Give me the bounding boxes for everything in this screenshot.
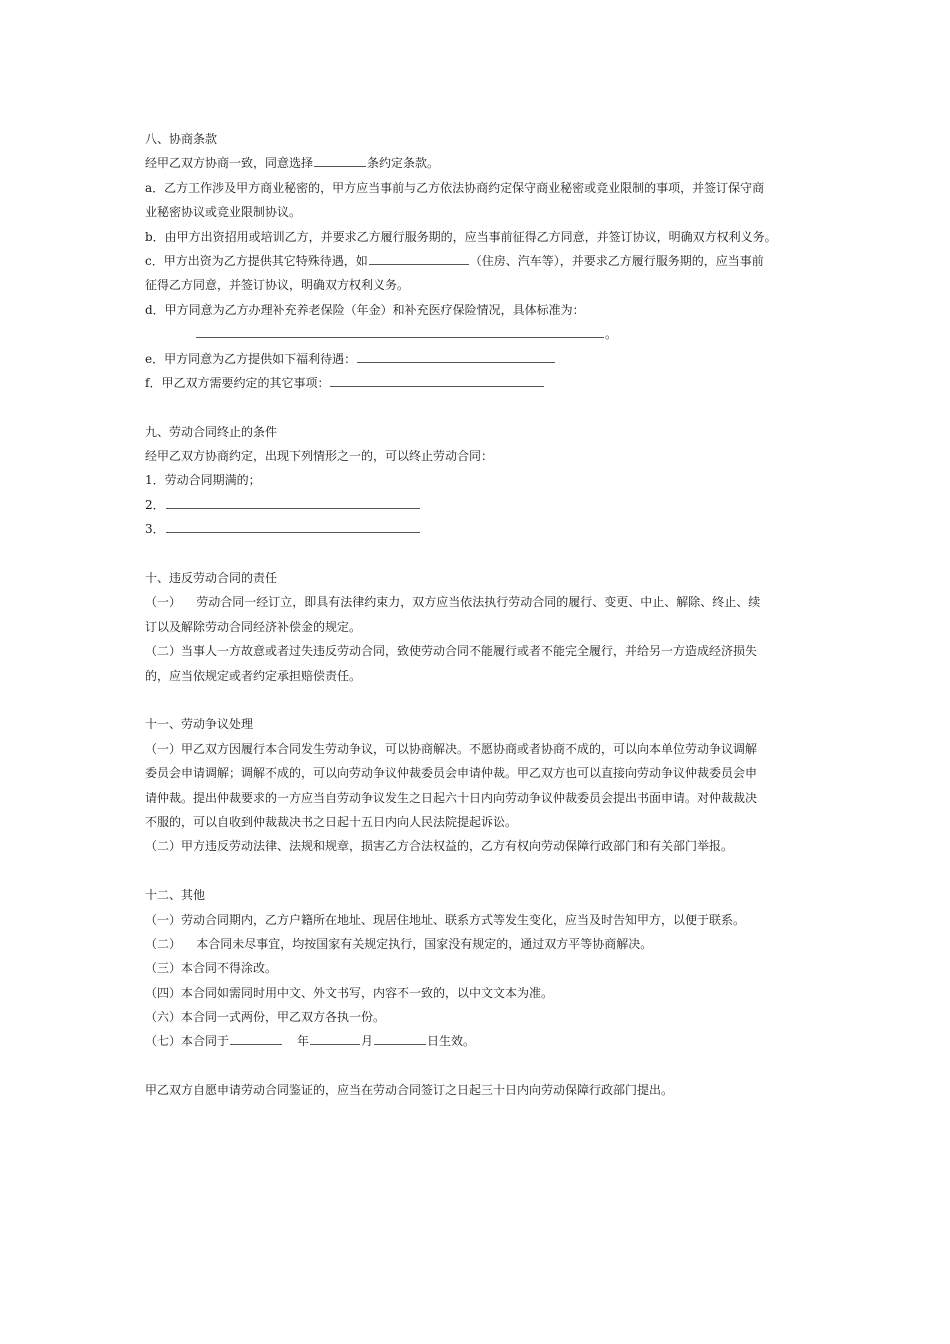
effective-day-label: 日生效。 [427, 1034, 476, 1049]
section-9-title: 九、劳动合同终止的条件 [145, 424, 278, 439]
clause-f-label: f．甲乙双方需要约定的其它事项： [145, 375, 330, 390]
clause-b: b．由甲方出资招用或培训乙方，并要求乙方履行服务期的，应当事前征得乙方同意，并签订协议，明确双方权利义务。 [145, 229, 777, 244]
effective-day-blank[interactable] [374, 1029, 426, 1045]
section-8-intro [145, 151, 825, 175]
dispute-p1-line-1: （一）甲乙双方因履行本合同发生劳动争议，可以协商解决。不愿协商或者协商不成的，可以向本单位劳动争议调解 [145, 741, 758, 756]
spacer [145, 688, 825, 712]
termination-item-2-label: 2． [145, 497, 165, 512]
clause-a-line-1: a．乙方工作涉及甲方商业秘密的，甲方应当事前与乙方依法协商约定保守商业秘密或竞业限制的事项，并签订保守商 [145, 180, 765, 195]
section-9-intro: 经甲乙双方协商约定，出现下列情形之一的，可以终止劳动合同： [145, 449, 494, 464]
liability-p2-line-2: 的，应当依规定或者约定承担赔偿责任。 [145, 668, 362, 683]
welfare-blank[interactable] [357, 347, 555, 363]
other-p1: （一）劳动合同期内，乙方户籍所在地址、现居住地址、联系方式等发生变化，应当及时告知甲方，以便于联系。 [145, 912, 746, 927]
other-p3: （三）本合同不得涂改。 [145, 961, 278, 976]
clause-choice-blank[interactable] [314, 151, 366, 167]
clause-c-post: （住房、汽车等），并要求乙方履行服务期的，应当事前 [469, 253, 764, 268]
effective-date-pre: （七）本合同于 [145, 1034, 230, 1049]
section-8-intro-post: 条约定条款。 [367, 156, 440, 171]
other-p4: （四）本合同如需同时用中文、外文书写，内容不一致的，以中文文本为准。 [145, 985, 554, 1000]
effective-date-blank-1[interactable] [230, 1029, 282, 1045]
spacer [145, 395, 825, 419]
termination-item-3-label: 3． [145, 522, 165, 537]
clause-d: d．甲方同意为乙方办理补充养老保险（年金）和补充医疗保险情况，具体标准为： [145, 302, 585, 317]
effective-year-label: 年 [297, 1034, 310, 1049]
spacer [145, 542, 825, 566]
dispute-p2: （二）甲方违反劳动法律、法规和规章，损害乙方合法权益的，乙方有权向劳动保障行政部门和有关部门举报。 [145, 839, 734, 854]
clause-c-pre: c．甲方出资为乙方提供其它特殊待遇，如 [145, 253, 368, 268]
liability-p2-line-1: （二）当事人一方故意或者过失违反劳动合同，致使劳动合同不能履行或者不能完全履行，并给另一方造成经济损失 [145, 644, 758, 659]
section-11-title: 十一、劳动争议处理 [145, 717, 254, 732]
other-p2: （二） 本合同未尽事宜，均按国家有关规定执行，国家没有规定的，通过双方平等协商解决。 [145, 936, 653, 951]
clause-d-end: 。 [605, 327, 618, 342]
clause-e-label: e．甲方同意为乙方提供如下福利待遇： [145, 351, 357, 366]
clause-a-line-2: 业秘密协议或竞业限制协议。 [145, 205, 302, 220]
clause-e [145, 347, 825, 371]
footer-note: 甲乙双方自愿申请劳动合同鉴证的，应当在劳动合同签订之日起三十日内向劳动保障行政部门提出。 [145, 1083, 674, 1098]
clause-c-line-1 [145, 249, 825, 273]
special-treatment-blank[interactable] [369, 249, 469, 265]
insurance-standard-blank[interactable] [196, 322, 604, 338]
effective-month-label: 月 [361, 1034, 374, 1049]
termination-item-3 [145, 517, 825, 541]
clause-c-line-2: 征得乙方同意，并签订协议，明确双方权利义务。 [145, 278, 410, 293]
termination-item-3-blank[interactable] [166, 517, 420, 533]
section-8-intro-pre: 经甲乙双方协商一致，同意选择 [145, 156, 314, 171]
clause-f [145, 371, 825, 395]
section-8-title: 八、协商条款 [145, 132, 218, 146]
termination-item-1: 1．劳动合同期满的； [145, 473, 261, 488]
termination-item-2 [145, 493, 825, 517]
effective-month-blank[interactable] [310, 1029, 360, 1045]
section-10-title: 十、违反劳动合同的责任 [145, 571, 278, 586]
other-p7 [145, 1029, 825, 1053]
other-matters-blank[interactable] [330, 371, 544, 387]
document-body [145, 127, 825, 1103]
section-12-title: 十二、其他 [145, 888, 206, 903]
spacer [145, 1054, 825, 1078]
spacer [145, 859, 825, 883]
liability-p1-line-2: 订以及解除劳动合同经济补偿金的规定。 [145, 619, 362, 634]
dispute-p1-line-2: 委员会申请调解；调解不成的，可以向劳动争议仲裁委员会申请仲裁。甲乙双方也可以直接向劳动争议仲裁委员会申 [145, 766, 758, 781]
other-p6: （六）本合同一式两份，甲乙双方各执一份。 [145, 1010, 386, 1025]
termination-item-2-blank[interactable] [166, 493, 420, 509]
liability-p1-line-1: （一） 劳动合同一经订立，即具有法律约束力，双方应当依法执行劳动合同的履行、变更、中止、解除、终止、续 [145, 595, 761, 610]
dispute-p1-line-4: 不服的，可以自收到仲裁裁决书之日起十五日内向人民法院提起诉讼。 [145, 814, 518, 829]
dispute-p1-line-3: 请仲裁。提出仲裁要求的一方应当自劳动争议发生之日起六十日内向劳动争议仲裁委员会提出书面申请。对仲裁裁决 [145, 790, 758, 805]
clause-d-line-2 [145, 322, 825, 346]
